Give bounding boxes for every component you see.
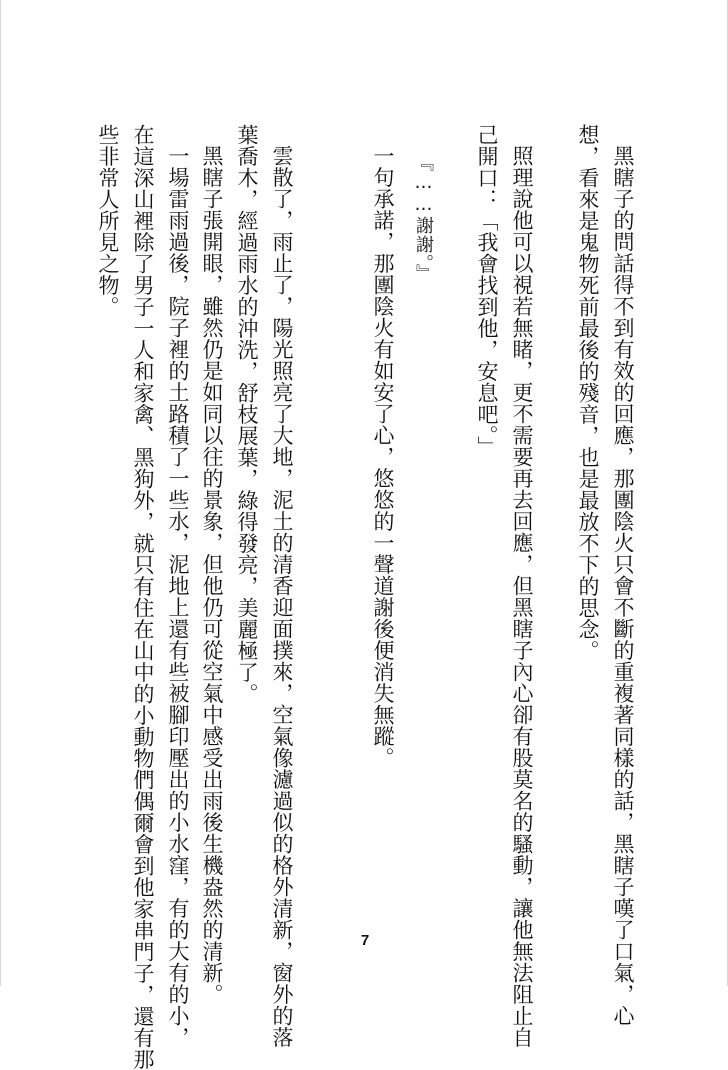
text-column: 在這深山裡除了男子一人和家禽、黑狗外，就只有住在山中的小動物們偶爾會到他家串門子，還有那 bbox=[131, 124, 155, 1070]
text-column: 想，看來是鬼物死前最後的殘音，也是最放不下的思念。 bbox=[576, 124, 600, 662]
text-column: 黑瞎子張開眼，雖然仍是如同以往的景象，但他仍可從空氣中感受出雨後生機盎然的清新。 bbox=[200, 145, 224, 1005]
text-column: 雲散了，雨止了，陽光照亮了大地，泥土的清香迎面撲來，空氣像濾過似的格外清新，窗外的落 bbox=[270, 145, 294, 1048]
text-column: 些非常人所見之物。 bbox=[96, 124, 120, 318]
text-column: 照理說他可以視若無睹，更不需要再去回應，但黑瞎子內心卻有股莫名的騷動，讓他無法阻止自 bbox=[510, 145, 534, 1048]
text-column: 一場雷雨過後，院子裡的土路積了一些水，泥地上還有些被腳印壓出的小水窪，有的大有的小， bbox=[166, 145, 190, 1048]
page-number: 7 bbox=[360, 932, 370, 949]
text-column: 葉喬木，經過雨水的沖洗，舒枝展葉，綠得發亮，美麗極了。 bbox=[235, 124, 259, 705]
text-column: 黑瞎子的問話得不到有效的回應，那團陰火只會不斷的重複著同樣的話，黑瞎子嘆了口氣，心 bbox=[611, 145, 635, 1027]
text-column: 一句承諾，那團陰火有如安了心，悠悠的一聲道謝後便消失無蹤。 bbox=[371, 145, 395, 769]
quote-column: 『……謝謝。』 bbox=[413, 153, 434, 283]
text-column: 己開口：「我會找到他，安息吧。」 bbox=[475, 124, 499, 458]
